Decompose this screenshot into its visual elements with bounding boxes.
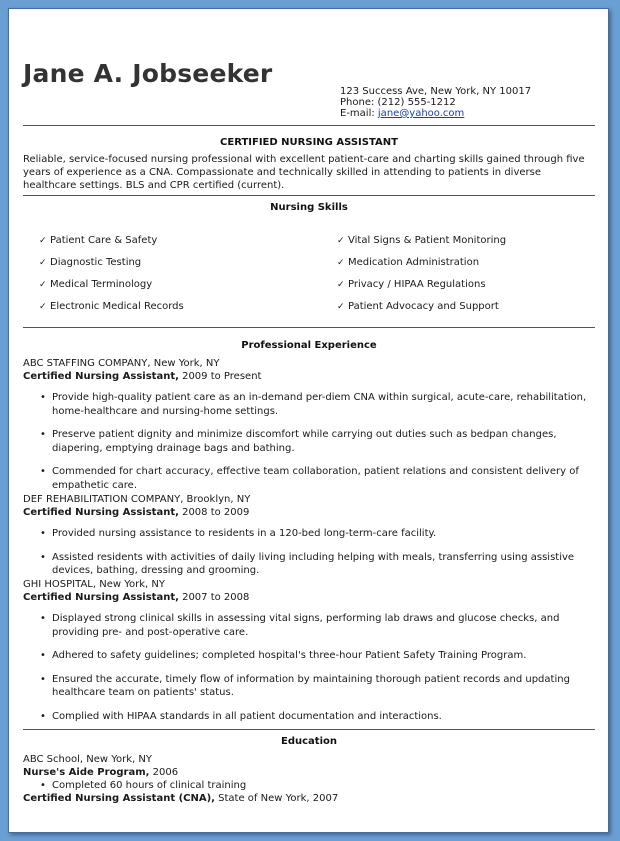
job-title: Certified Nursing Assistant, <box>23 507 179 518</box>
job-bullet <box>23 527 595 541</box>
job-entry-abc-staffing <box>23 357 595 492</box>
skill-label: Electronic Medical Records <box>50 301 184 312</box>
bullet-icon: • <box>40 613 46 624</box>
education-heading: Education <box>281 736 337 747</box>
job-bullet-text: Ensured the accurate, timely flow of information by maintaining thorough patient records and updating healthcare team on patients' status. <box>52 673 570 698</box>
check-icon: ✓ <box>39 302 47 312</box>
skills-heading: Nursing Skills <box>270 202 348 213</box>
education-program-detail: Completed 60 hours of clinical training <box>52 780 247 791</box>
divider-skills <box>23 327 595 328</box>
email-link[interactable]: jane@yahoo.com <box>377 108 465 119</box>
check-icon: ✓ <box>337 236 345 246</box>
skill-label: Medical Terminology <box>50 279 153 290</box>
bullet-icon: • <box>40 466 46 477</box>
skill-item <box>337 296 506 318</box>
education-block <box>23 753 595 805</box>
check-icon: ✓ <box>39 236 47 246</box>
skill-label: Vital Signs & Patient Monitoring <box>348 235 507 246</box>
education-school: ABC School, New York, NY <box>23 754 152 765</box>
skill-label: Patient Care & Safety <box>50 235 158 246</box>
check-icon: ✓ <box>39 258 47 268</box>
job-bullet-text: Adhered to safety guidelines; completed hospital's three-hour Patient Safety Training Program. <box>52 650 527 661</box>
divider-summary <box>23 195 595 196</box>
job-bullet <box>23 465 595 492</box>
job-bullet <box>23 428 595 455</box>
job-entry-def-rehabilitation <box>23 493 595 578</box>
education-cert-line <box>23 792 595 805</box>
bullet-icon: • <box>40 780 46 791</box>
contact-email-row <box>340 108 531 119</box>
education-program-title: Nurse's Aide Program, <box>23 767 150 778</box>
candidate-name: Jane A. Jobseeker <box>23 59 273 88</box>
experience-heading: Professional Experience <box>241 340 377 351</box>
job-entry-ghi-hospital <box>23 578 595 723</box>
bullet-icon: • <box>40 392 46 403</box>
education-program-year: 2006 <box>149 767 179 778</box>
bullet-icon: • <box>40 528 46 539</box>
education-program-detail-row <box>23 779 595 792</box>
check-icon: ✓ <box>337 258 345 268</box>
job-bullet-text: Complied with HIPAA standards in all patient documentation and interactions. <box>52 710 442 722</box>
job-dates: 2009 to Present <box>178 371 262 382</box>
bullet-icon: • <box>40 551 46 563</box>
job-bullet-text: Assisted residents with activities of daily living including helping with meals, transferring using assistive devices, bathing, dressing and grooming. <box>52 551 575 576</box>
contact-address: 123 Success Ave, New York, NY 10017 <box>340 86 532 97</box>
job-bullet <box>23 673 595 700</box>
job-bullet <box>23 551 595 578</box>
bullet-icon: • <box>40 710 46 722</box>
job-company: ABC STAFFING COMPANY, New York, NY <box>23 358 220 369</box>
bullet-icon: • <box>40 429 46 440</box>
check-icon: ✓ <box>39 280 47 290</box>
job-title: Certified Nursing Assistant, <box>23 371 179 382</box>
skill-item <box>337 274 506 296</box>
check-icon: ✓ <box>337 280 345 290</box>
job-bullet-text: Displayed strong clinical skills in assessing vital signs, performing lab draws and glucose checks, and providing pre- and post-operative care. <box>52 613 560 638</box>
job-bullet <box>23 710 595 724</box>
contact-email-label: E-mail: <box>340 108 378 119</box>
contact-phone: Phone: (212) 555-1212 <box>340 97 456 108</box>
skills-column-right <box>337 230 506 318</box>
skill-label: Medication Administration <box>348 257 480 268</box>
job-bullet <box>23 649 595 663</box>
skill-label: Diagnostic Testing <box>50 257 142 268</box>
job-bullets <box>23 612 595 723</box>
job-bullet <box>23 612 595 639</box>
job-title-line <box>23 591 595 604</box>
job-bullet-text: Provide high-quality patient care as an in-demand per-diem CNA within surgical, acute-care, rehabilitation, home-healthcare and nursing-home settings. <box>52 392 587 417</box>
education-program-line <box>23 766 595 779</box>
bullet-icon: • <box>40 650 46 661</box>
job-title-line <box>23 370 595 383</box>
bullet-icon: • <box>40 673 46 685</box>
skill-item <box>39 296 184 318</box>
job-bullet <box>23 391 595 418</box>
contact-block <box>340 86 531 119</box>
job-title-line <box>23 506 595 519</box>
skill-label: Privacy / HIPAA Regulations <box>348 279 486 290</box>
job-bullet-text: Preserve patient dignity and minimize discomfort while carrying out duties such as bedpan changes, diapering, emptying drainage bags and bathing. <box>52 429 557 454</box>
summary-text: Reliable, service-focused nursing professional with excellent patient-care and charting skills gained through five years of experience as a CNA. Compassionate and technically skilled in attending to patients in diverse healthcare settings. BLS and CPR certified (current). <box>23 154 585 191</box>
education-cert-detail: State of New York, 2007 <box>214 793 339 804</box>
job-dates: 2007 to 2008 <box>178 592 250 603</box>
divider-experience <box>23 729 595 730</box>
job-company: DEF REHABILITATION COMPANY, Brooklyn, NY <box>23 494 251 505</box>
skill-item <box>39 230 184 252</box>
job-bullet-text: Provided nursing assistance to residents in a 120-bed long-term-care facility. <box>52 528 437 539</box>
job-company: GHI HOSPITAL, New York, NY <box>23 579 165 590</box>
skill-label: Patient Advocacy and Support <box>348 301 499 312</box>
education-cert-title: Certified Nursing Assistant (CNA), <box>23 793 215 804</box>
job-bullets <box>23 391 595 492</box>
skill-item <box>337 252 506 274</box>
divider-header <box>23 125 595 126</box>
skills-column-left <box>39 230 184 318</box>
resume-page <box>8 8 609 833</box>
check-icon: ✓ <box>337 302 345 312</box>
summary-heading: CERTIFIED NURSING ASSISTANT <box>220 137 398 148</box>
job-dates: 2008 to 2009 <box>178 507 250 518</box>
job-title: Certified Nursing Assistant, <box>23 592 179 603</box>
skill-item <box>39 274 184 296</box>
job-bullet-text: Commended for chart accuracy, effective team collaboration, patient relations and consistent delivery of empathetic care. <box>52 466 579 491</box>
skill-item <box>337 230 506 252</box>
job-bullets <box>23 527 595 578</box>
skill-item <box>39 252 184 274</box>
